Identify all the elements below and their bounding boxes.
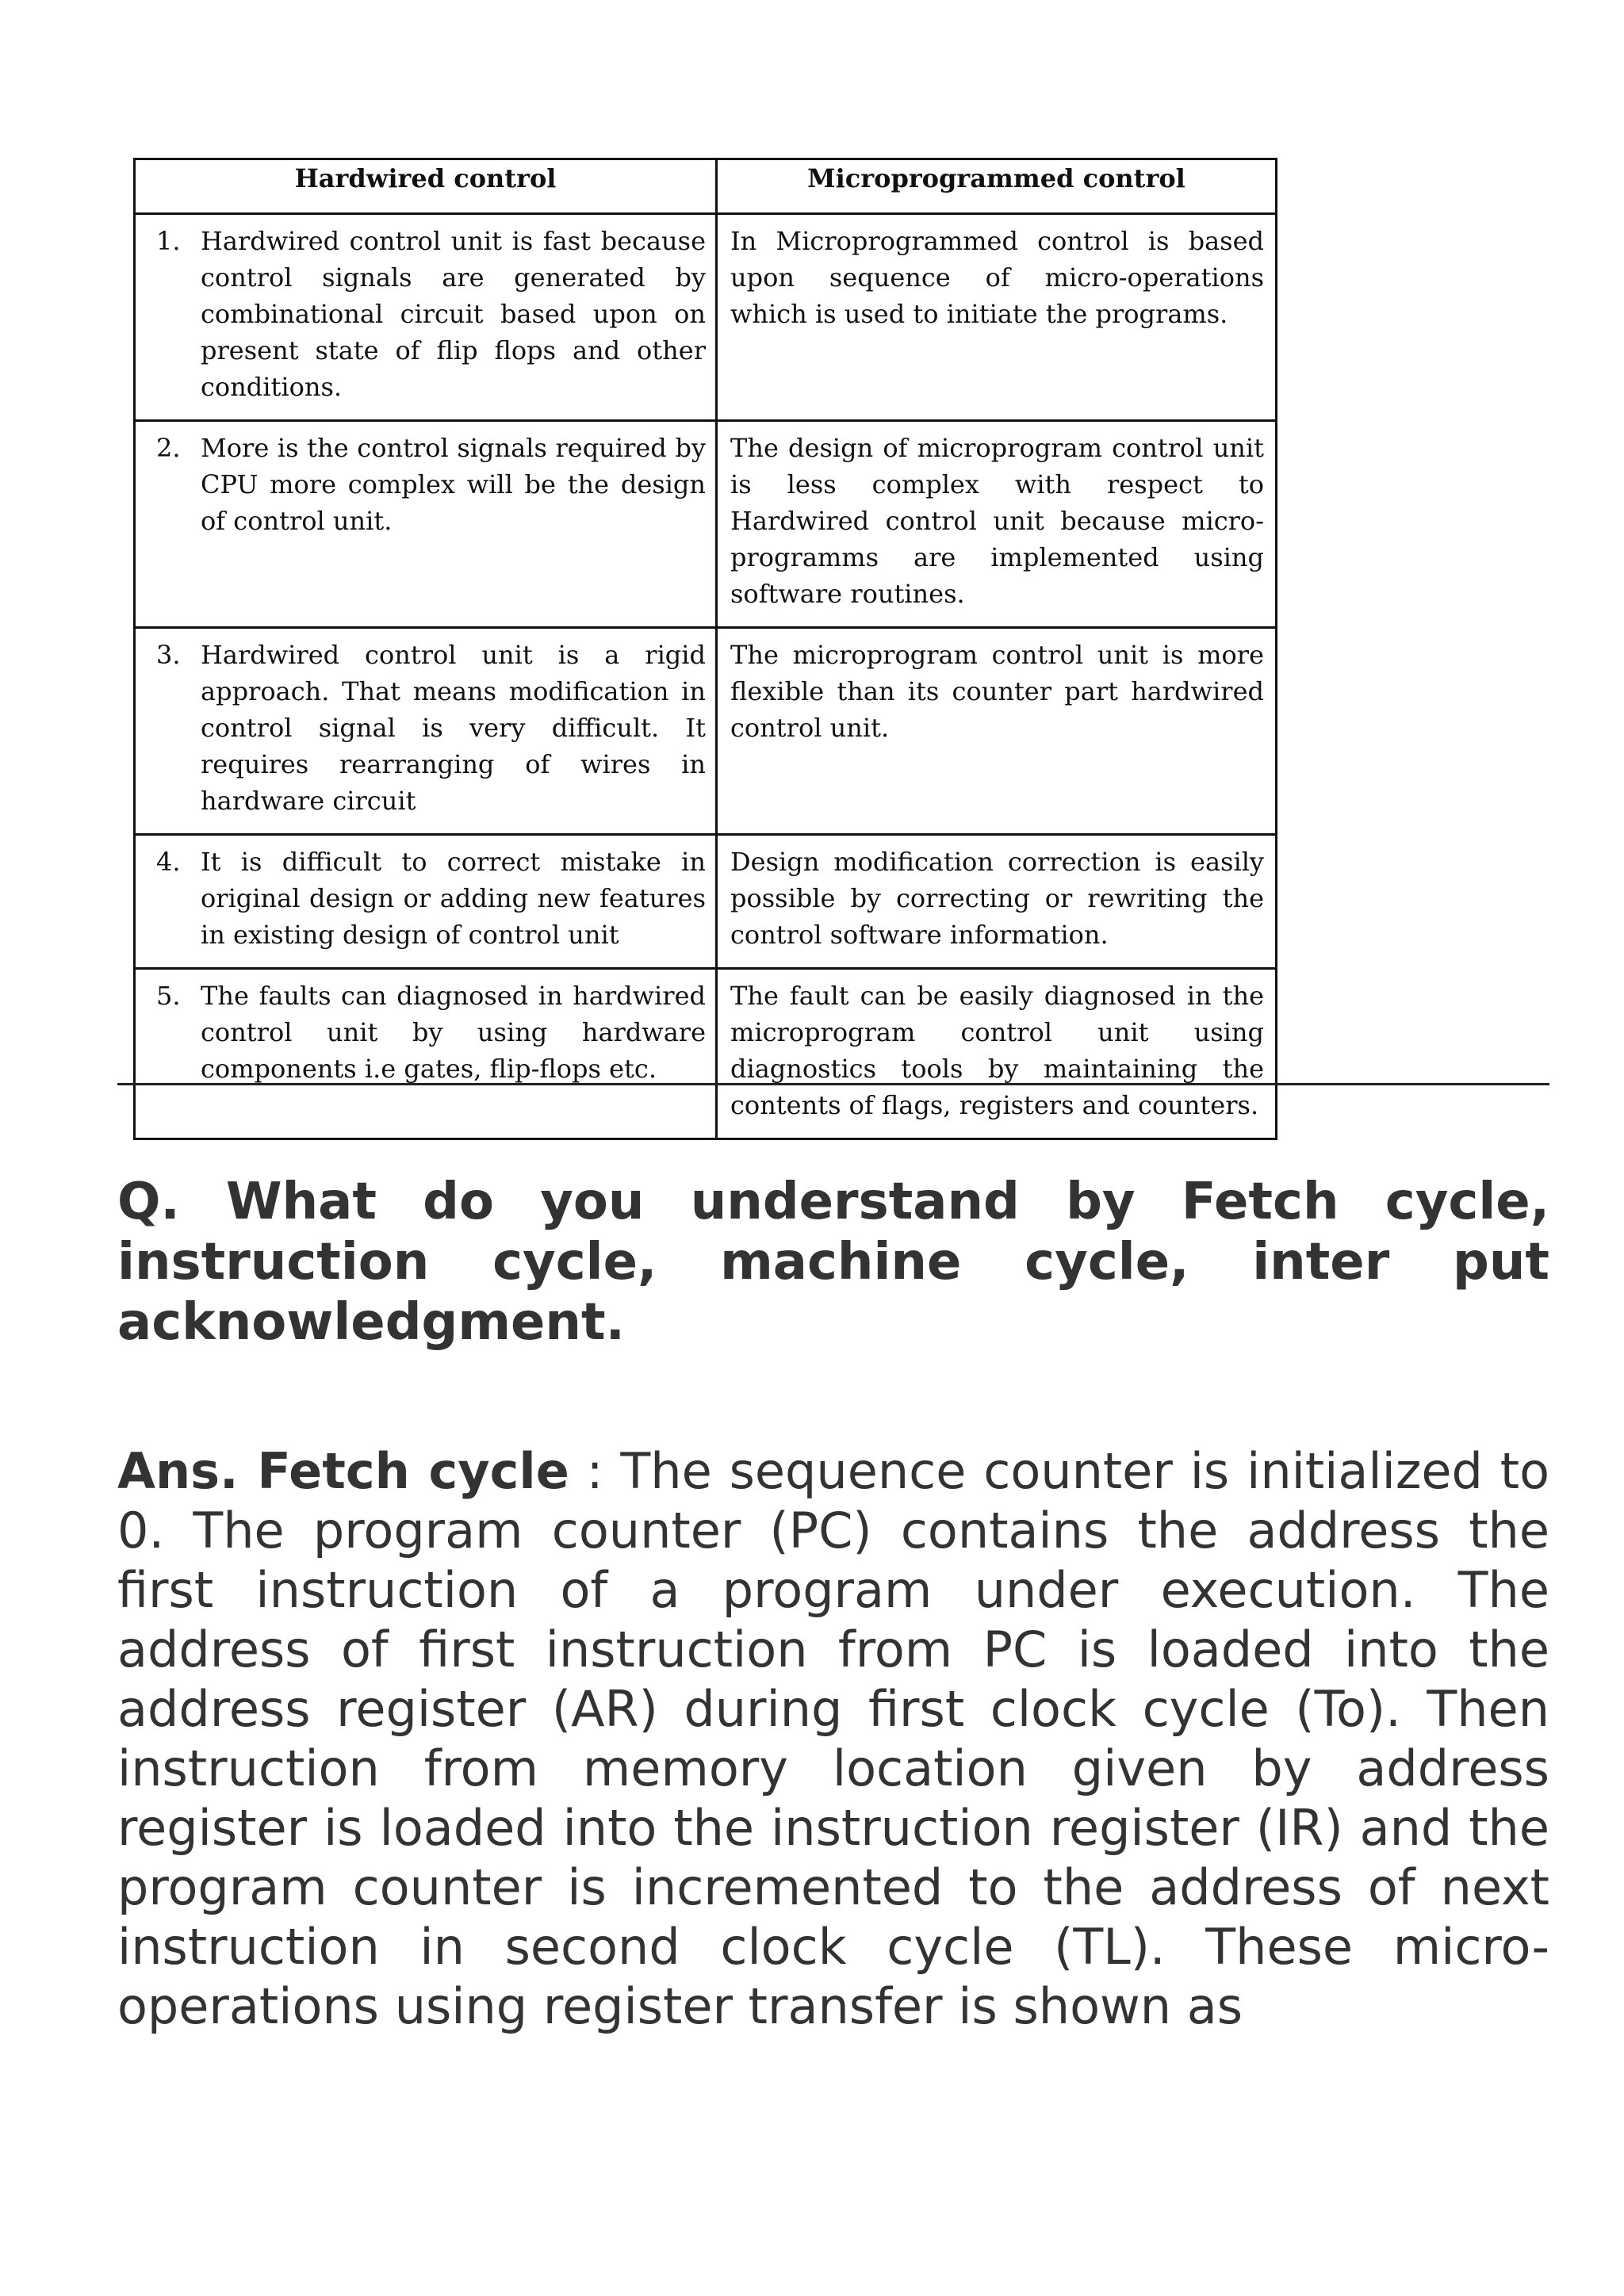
table-row — [135, 835, 1277, 969]
table-header-row — [135, 159, 1277, 214]
section-divider — [117, 1083, 1549, 1085]
microprogrammed-point: The microprogram control unit is more flexible than its counter part hardwired control unit. — [730, 640, 1264, 743]
table-row — [135, 628, 1277, 835]
hardwired-point: The faults can diagnosed in hardwired control unit by using hardware components i.e gates, flip-flops etc. — [201, 981, 706, 1084]
table-row — [135, 421, 1277, 628]
table-row — [135, 214, 1277, 421]
right-cell — [717, 214, 1277, 421]
answer-text: : The sequence counter is initialized to 0. The program counter (PC) contains the address the first instruction of a program under execution. The address of first instruction from PC is loaded into the address register (AR) during first clock cycle (To). Then instruction from memory location given by address register is loaded into the instruction register (IR) and the program counter is incremented to the address of next instruction in second clock cycle (TL). These micro-operations using register transfer is shown as — [117, 1442, 1549, 2035]
hardwired-point: Hardwired control unit is a rigid approach. That means modification in control signal is very difficult. It requires rearranging of wires in hardware circuit — [201, 640, 706, 816]
left-cell — [135, 421, 717, 628]
microprogrammed-point: The fault can be easily diagnosed in the microprogram control unit using diagnostics tools by maintaining the contents of flags, registers and counters. — [730, 981, 1264, 1120]
hardwired-point: Hardwired control unit is fast because control signals are generated by combinational circuit based upon on present state of flip flops and other conditions. — [201, 226, 706, 402]
table-row — [135, 969, 1277, 1139]
item-number: 3. — [156, 640, 181, 670]
answer-label: Ans. Fetch cycle — [117, 1442, 569, 1500]
comparison-table — [133, 158, 1277, 1140]
hardwired-point: More is the control signals required by CPU more complex will be the design of control unit. — [201, 433, 706, 536]
item-number: 2. — [156, 433, 181, 463]
right-cell — [717, 835, 1277, 969]
item-number: 5. — [156, 981, 181, 1011]
right-cell — [717, 421, 1277, 628]
left-cell — [135, 969, 717, 1139]
question-heading: Q. What do you understand by Fetch cycle, instruction cycle, machine cycle, inter put acknowledgment. — [117, 1173, 1549, 1352]
left-cell — [135, 628, 717, 835]
left-cell — [135, 835, 717, 969]
item-number: 1. — [156, 226, 181, 256]
microprogrammed-point: In Microprogrammed control is based upon sequence of micro-operations which is used to initiate the programs. — [730, 226, 1264, 329]
microprogrammed-point: Design modification correction is easily possible by correcting or rewriting the control software information. — [730, 847, 1264, 950]
header-hardwired-control: Hardwired control — [135, 159, 717, 214]
item-number: 4. — [156, 847, 181, 877]
left-cell — [135, 214, 717, 421]
hardwired-point: It is difficult to correct mistake in original design or adding new features in existing design of control unit — [201, 847, 706, 950]
right-cell — [717, 628, 1277, 835]
right-cell — [717, 969, 1277, 1139]
microprogrammed-point: The design of microprogram control unit is less complex with respect to Hardwired control unit because micro-programms are implemented using software routines. — [730, 433, 1264, 609]
answer-paragraph — [117, 1441, 1549, 2036]
header-microprogrammed-control: Microprogrammed control — [717, 159, 1277, 214]
